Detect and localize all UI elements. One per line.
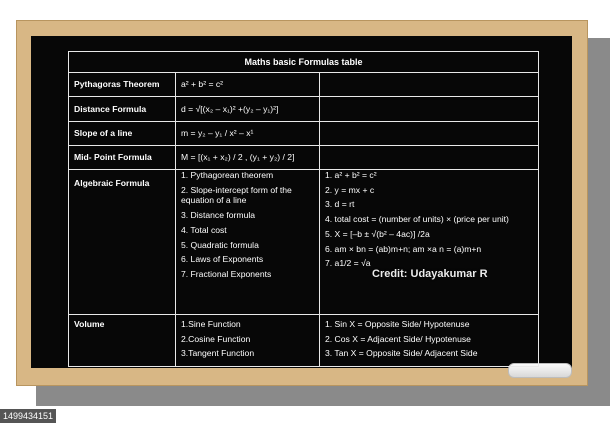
list-item: 1. Pythagorean theorem xyxy=(181,170,274,180)
list-item: 2. Cos X = Adjacent Side/ Hypotenuse xyxy=(325,333,471,344)
row-label-midpoint: Mid- Point Formula xyxy=(69,146,176,170)
formula-slope: m = y₂ – y₁ / x² – x¹ xyxy=(176,122,320,146)
empty-cell xyxy=(320,73,539,97)
list-item: 2. y = mx + c xyxy=(325,184,375,195)
list-item: 2. Slope-intercept form of the equation of a line xyxy=(181,184,292,206)
row-label-algebraic: Algebraic Formula xyxy=(69,170,176,315)
list-item: 3.Tangent Function xyxy=(181,348,255,359)
list-item: 1. a² + b² = c² xyxy=(325,170,377,180)
credit-watermark: Credit: Udayakumar R xyxy=(372,268,488,280)
image-id-label: 1499434151 xyxy=(0,409,56,423)
list-item: 5. X = [–b ± √(b² – 4ac)] /2a xyxy=(325,228,430,239)
list-item: 1.Sine Function xyxy=(181,319,241,329)
table-row xyxy=(69,97,539,122)
table-row xyxy=(69,146,539,170)
algebraic-names-cell xyxy=(176,170,320,315)
table-title: Maths basic Formulas table xyxy=(69,52,539,73)
formula-distance: d = √[(x₂ – x₁)² +(y₂ – y₁)²] xyxy=(176,97,320,122)
list-item: 5. Quadratic formula xyxy=(181,239,259,250)
list-item: 6. Laws of Exponents xyxy=(181,254,264,265)
list-item: 7. Fractional Exponents xyxy=(181,269,272,280)
algebraic-formulas-list xyxy=(325,170,533,269)
formula-midpoint: M = [(x₁ + x₂) / 2 , (y₁ + y₂) / 2] xyxy=(176,146,320,170)
volume-formulas-cell xyxy=(320,315,539,367)
row-label-volume: Volume xyxy=(69,315,176,367)
table-row xyxy=(69,315,539,367)
algebraic-names-list xyxy=(181,170,314,280)
list-item: 4. total cost = (number of units) × (price per unit) xyxy=(325,214,509,225)
list-item: 3. Distance formula xyxy=(181,210,256,221)
list-item: 6. am × bn = (ab)m+n; am ×a n = (a)m+n xyxy=(325,243,482,254)
list-item: 2.Cosine Function xyxy=(181,333,251,344)
row-label-distance: Distance Formula xyxy=(69,97,176,122)
volume-formulas-list xyxy=(325,319,533,359)
row-label-pythagoras: Pythagoras Theorem xyxy=(69,73,176,97)
list-item: 1. Sin X = Opposite Side/ Hypotenuse xyxy=(325,319,470,329)
list-item: 7. a1/2 = √a xyxy=(325,258,371,269)
volume-names-list xyxy=(181,319,314,359)
list-item: 4. Total cost xyxy=(181,224,227,235)
empty-cell xyxy=(320,122,539,146)
table-row xyxy=(69,73,539,97)
formula-pythagoras: a² + b² = c² xyxy=(176,73,320,97)
empty-cell xyxy=(320,146,539,170)
list-item: 3. d = rt xyxy=(325,199,355,210)
table-row xyxy=(69,170,539,315)
table-row xyxy=(69,122,539,146)
row-label-slope: Slope of a line xyxy=(69,122,176,146)
algebraic-formulas-cell xyxy=(320,170,539,315)
volume-names-cell xyxy=(176,315,320,367)
list-item: 3. Tan X = Opposite Side/ Adjacent Side xyxy=(325,348,478,359)
formulas-table xyxy=(68,51,539,367)
empty-cell xyxy=(320,97,539,122)
